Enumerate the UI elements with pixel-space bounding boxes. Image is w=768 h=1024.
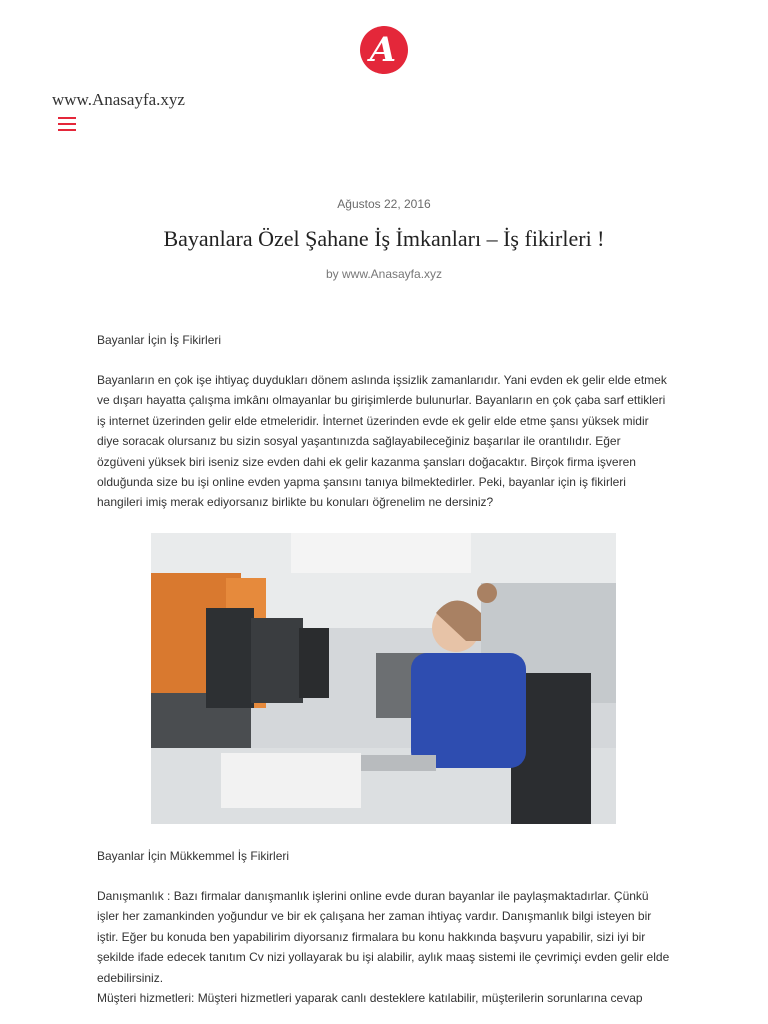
menu-bar-top (58, 117, 76, 119)
heading-text: Bayanlar İçin Mükkemmel İş Fikirleri (97, 849, 290, 863)
intro-paragraph (97, 370, 671, 513)
author-link[interactable]: www.Anasayfa.xyz (341, 267, 443, 281)
logo-badge (360, 26, 408, 74)
byline-prefix: by (325, 267, 339, 281)
body-paragraph (97, 886, 671, 988)
post-byline (0, 267, 768, 281)
paragraph-text: Müşteri hizmetleri: Müşteri hizmetleri yaparak canlı desteklere katılabilir, müşterilerin sorunlarına cevap (97, 991, 643, 1005)
article-image (151, 533, 616, 824)
paragraph-text: Bayanların en çok işe ihtiyaç duydukları dönem aslında işsizlik zamanlarıdır. Yani evden ek gelir elde etmek ve dışarı hayatta çalışma imkânı olmayanlar bu girişimlerde bulunurlar. Bayanların en çok çaba sarf ettikleri iş internet üzerinden gelir elde etmeleridir. İnternet üzerinden evde ek gelir elde etme şansı yüksek midir diye soracak olursanız bu sizin sosyal yaşantınızda sağlayabileceğiniz başarılar ile orantılıdır. Eğer özgüveni yüksek biri iseniz size evden dahi ek gelir kazanma şansları doğacaktır. Birçok firma işveren olduğunda size bu işi online evden yapma şansını tanıya bilmektedirler. Peki, bayanlar için iş fikirleri hangileri imiş merak ediyorsanız birlikte bu konuları öğrenelim ne dersiniz? (97, 373, 667, 510)
menu-bar-middle (58, 123, 76, 125)
post-title: Bayanlara Özel Şahane İş İmkanları – İş fikirleri ! (163, 226, 605, 251)
menu-bar-bottom (58, 129, 76, 131)
section-heading (97, 330, 671, 350)
site-logo[interactable] (360, 26, 408, 74)
logo-letter: A (369, 30, 397, 70)
body-paragraph (97, 988, 671, 1008)
site-title-link[interactable]: www.Anasayfa.xyz (52, 90, 185, 109)
post-date: Ağustos 22, 2016 (337, 197, 431, 211)
hamburger-menu-icon[interactable] (58, 117, 76, 131)
heading-text: Bayanlar İçin İş Fikirleri (97, 333, 222, 347)
paragraph-text: Danışmanlık : Bazı firmalar danışmanlık işlerini online evde duran bayanlar ile paylaşmaktadırlar. Çünkü işler her zamankinden yoğundur ve bir ek çalışana her zaman ihtiyaç vardır. Danışmanlık bilgi isteyen bir iştir. Eğer bu konuda ben yapabilirim diyorsanız firmalara bu konu hakkında başvuru yapabilir, sizi iyi bir şekilde ifade edecek tanıtım Cv nizi yollayarak bu işi alabilir, aylık maaş sistemi ile çevrimiçi evden gelir elde edebilirsiniz. (97, 889, 670, 985)
section-heading (97, 846, 671, 866)
